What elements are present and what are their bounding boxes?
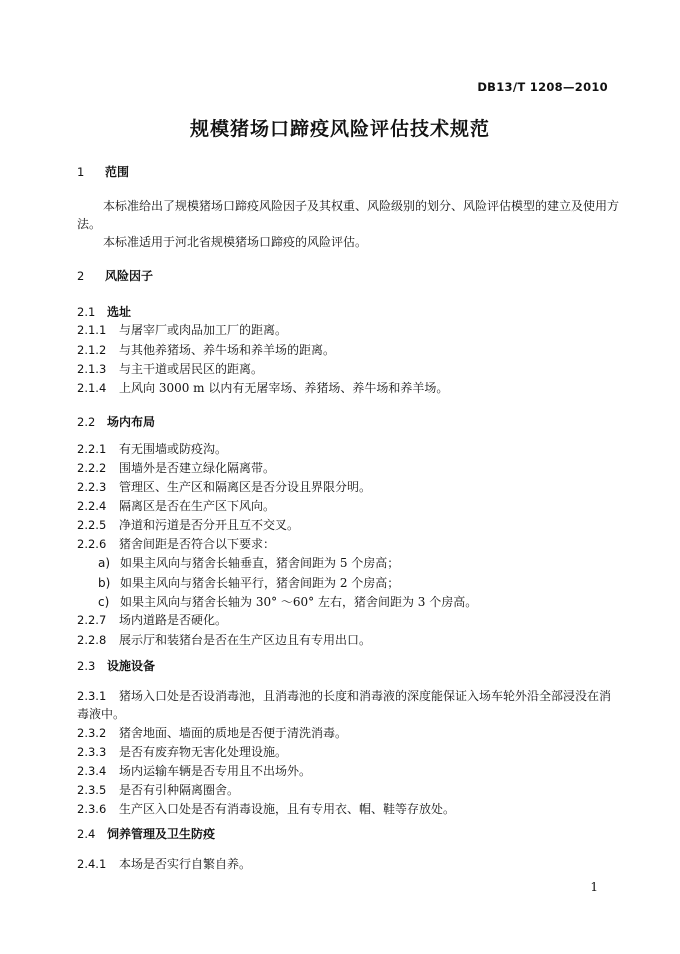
paragraph-scope-line-1: 本标准给出了规模猪场口蹄疫风险因子及其权重、风险级别的划分、风险评估模型的建立及使用方: [103, 199, 620, 213]
list-item-text: 如果主风向与猪舍长轴垂直，猪舍间距为 5 个房高；: [120, 556, 400, 570]
clause-number: 2.3.3: [77, 745, 107, 759]
standard-code: DB13/T 1208—2010: [477, 80, 608, 94]
clause-number: 2.2.4: [77, 499, 107, 513]
clause-number: 2.2.8: [77, 633, 107, 647]
clause-number: 2.3.5: [77, 783, 107, 797]
subsection-number: 2.3: [77, 659, 96, 673]
clause-number: 2.2.5: [77, 518, 107, 532]
clause-text: 管理区、生产区和隔离区是否分设且界限分明。: [119, 480, 372, 494]
clause-2-3-6: [77, 801, 455, 817]
clause-text: 猪舍地面、墙面的质地是否便于清洗消毒。: [119, 726, 348, 740]
clause-2-1-1: [77, 322, 287, 338]
clause-text: 上风向 3000 m 以内有无屠宰场、养猪场、养牛场和养羊场。: [119, 381, 449, 395]
clause-2-3-1-continuation: 毒液中。: [77, 707, 126, 721]
clause-text: 猪舍间距是否符合以下要求：: [119, 537, 276, 551]
clause-2-3-2: [77, 725, 347, 741]
clause-number: 2.2.3: [77, 480, 107, 494]
subsection-title: 设施设备: [107, 659, 156, 673]
clause-2-3-4: [77, 763, 311, 779]
list-item-text: 如果主风向与猪舍长轴平行，猪舍间距为 2 个房高；: [120, 576, 400, 590]
clause-2-1-2: [77, 342, 335, 358]
clause-text: 有无围墙或防疫沟。: [119, 442, 228, 456]
clause-2-2-4: [77, 498, 275, 514]
subsection-heading-2-1: [77, 304, 131, 320]
clause-number: 2.1.1: [77, 323, 107, 337]
clause-2-3-3: [77, 744, 287, 760]
subsection-heading-2-2: [77, 414, 155, 430]
clause-text: 猪场入口处是否设消毒池，且消毒池的长度和消毒液的深度能保证入场车轮外沿全部浸没在消: [119, 689, 612, 703]
paragraph-applicability: 本标准适用于河北省规模猪场口蹄疫的风险评估。: [103, 235, 368, 249]
clause-2-3-5: [77, 782, 239, 798]
section-title: 范围: [105, 165, 130, 179]
clause-text: 与其他养猪场、养牛场和养羊场的距离。: [119, 343, 336, 357]
clause-text: 生产区入口处是否有消毒设施，且有专用衣、帽、鞋等存放处。: [119, 802, 456, 816]
clause-number: 2.3.4: [77, 764, 107, 778]
clause-text: 场内运输车辆是否专用且不出场外。: [119, 764, 312, 778]
subsection-heading-2-4: [77, 826, 215, 842]
clause-number: 2.4.1: [77, 857, 107, 871]
section-heading-2: [77, 268, 153, 284]
subsection-number: 2.2: [77, 415, 96, 429]
clause-2-1-4: [77, 380, 448, 396]
clause-text: 是否有废弃物无害化处理设施。: [119, 745, 288, 759]
clause-2-3-1: [77, 688, 611, 704]
section-heading-1: [77, 164, 129, 180]
subsection-title: 饲养管理及卫生防疫: [107, 827, 216, 841]
clause-text: 围墙外是否建立绿化隔离带。: [119, 461, 276, 475]
paragraph-scope-line-2: 法。: [77, 217, 102, 231]
subsection-number: 2.1: [77, 305, 96, 319]
clause-2-2-3: [77, 479, 371, 495]
list-marker: c): [98, 595, 110, 609]
clause-number: 2.2.6: [77, 537, 107, 551]
clause-text: 与屠宰厂或肉品加工厂的距离。: [119, 323, 288, 337]
list-item-b: [98, 575, 399, 591]
clause-number: 2.1.3: [77, 362, 107, 376]
subsection-title: 选址: [107, 305, 132, 319]
list-item-a: [98, 555, 399, 571]
clause-number: 2.2.1: [77, 442, 107, 456]
list-item-c: [98, 594, 477, 610]
clause-2-1-3: [77, 361, 263, 377]
clause-2-2-2: [77, 460, 275, 476]
clause-number: 2.2.7: [77, 613, 107, 627]
clause-2-2-8: [77, 632, 371, 648]
list-marker: a): [98, 556, 111, 570]
clause-number: 2.1.4: [77, 381, 107, 395]
list-marker: b): [98, 576, 111, 590]
clause-text: 展示厅和装猪台是否在生产区边且有专用出口。: [119, 633, 372, 647]
page-number: 1: [590, 880, 598, 894]
subsection-title: 场内布局: [107, 415, 156, 429]
document-title: 规模猪场口蹄疫风险评估技术规范: [189, 118, 490, 140]
clause-2-2-7: [77, 612, 227, 628]
clause-number: 2.3.2: [77, 726, 107, 740]
section-number: 2: [77, 269, 85, 283]
clause-2-2-5: [77, 517, 299, 533]
subsection-number: 2.4: [77, 827, 96, 841]
clause-2-2-6: [77, 536, 275, 552]
clause-text: 场内道路是否硬化。: [119, 613, 228, 627]
clause-number: 2.1.2: [77, 343, 107, 357]
clause-number: 2.2.2: [77, 461, 107, 475]
clause-number: 2.3.1: [77, 689, 107, 703]
clause-text: 隔离区是否在生产区下风向。: [119, 499, 276, 513]
section-title: 风险因子: [105, 269, 154, 283]
clause-number: 2.3.6: [77, 802, 107, 816]
clause-text: 本场是否实行自繁自养。: [119, 857, 252, 871]
clause-2-2-1: [77, 441, 227, 457]
clause-text: 净道和污道是否分开且互不交叉。: [119, 518, 300, 532]
clause-text: 是否有引种隔离圈舍。: [119, 783, 240, 797]
clause-2-4-1: [77, 856, 251, 872]
list-item-text: 如果主风向与猪舍长轴为 30° ～60° 左右，猪舍间距为 3 个房高。: [120, 595, 478, 609]
subsection-heading-2-3: [77, 658, 155, 674]
section-number: 1: [77, 165, 85, 179]
clause-text: 与主干道或居民区的距离。: [119, 362, 264, 376]
